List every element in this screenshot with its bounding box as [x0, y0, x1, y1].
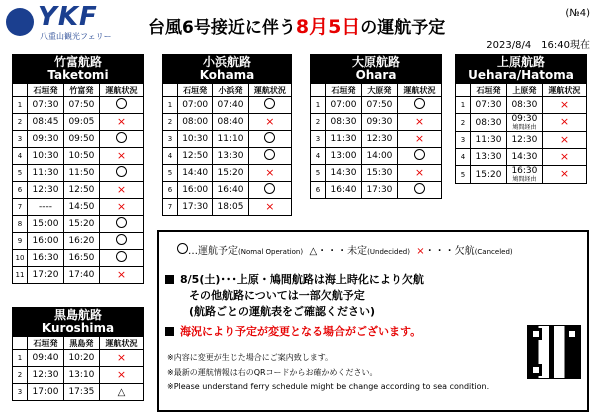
departure-return: 10:20 [63, 350, 99, 367]
departure-return: 10:50 [63, 148, 99, 165]
departure-ishigaki: 09:40 [28, 350, 64, 367]
table-row [13, 131, 144, 148]
operation-status [99, 367, 143, 384]
departure-ishigaki: 13:00 [326, 148, 362, 165]
departure-ishigaki: 17:00 [28, 384, 64, 401]
row-number: 6 [13, 182, 28, 199]
column-header-row [311, 84, 442, 97]
departure-ishigaki: 08:45 [28, 114, 64, 131]
departure-ishigaki: 14:30 [326, 165, 362, 182]
row-number: 2 [163, 114, 178, 131]
via-note: 鳩間経由 [512, 124, 537, 131]
row-number: 3 [311, 131, 326, 148]
route-title: 大原航路 Ohara [311, 55, 442, 84]
departure-return: 08:40 [213, 114, 248, 131]
table-row [13, 250, 144, 267]
operation-status [99, 199, 143, 216]
operation-status [99, 131, 143, 148]
departure-return: 07:50 [361, 97, 397, 114]
departure-return: 09:30 [361, 114, 397, 131]
circle-icon [414, 98, 425, 109]
footnote-3: ※Please understand ferry schedule might be change according to sea condition. [167, 382, 490, 391]
departure-ishigaki: 11:30 [471, 132, 507, 149]
table-row [13, 199, 144, 216]
table-row [13, 367, 144, 384]
departure-ishigaki: 12:30 [28, 182, 64, 199]
departure-ishigaki: 08:30 [326, 114, 362, 131]
kohama-route-table [162, 54, 292, 216]
column-header-row [163, 84, 292, 97]
departure-return: 11:10 [213, 131, 248, 148]
table-row [163, 165, 292, 182]
ohara-route-table [310, 54, 442, 199]
circle-icon [116, 251, 127, 262]
table-row [311, 148, 442, 165]
operation-status [99, 182, 143, 199]
column-header: 大原発 [361, 84, 397, 97]
departure-ishigaki: 07:30 [28, 97, 64, 114]
departure-return: 18:05 [213, 199, 248, 216]
departure-return: 09:50 [63, 131, 99, 148]
departure-return: 13:10 [63, 367, 99, 384]
table-row [13, 165, 144, 182]
operation-status [542, 97, 586, 114]
departure-return: 12:50 [63, 182, 99, 199]
row-number: 11 [13, 267, 28, 284]
notice-line-3: (航路ごとの運航表をご確認ください) [189, 305, 376, 318]
triangle-icon: △ [117, 386, 126, 398]
operation-status [99, 384, 143, 401]
operation-status [99, 267, 143, 284]
table-row [163, 148, 292, 165]
cross-icon: × [116, 267, 127, 281]
operation-status [99, 250, 143, 267]
row-number: 4 [456, 149, 471, 166]
table-row [13, 350, 144, 367]
departure-return: 14:30 [506, 149, 542, 166]
row-number: 3 [456, 132, 471, 149]
departure-return: 09:30 鳩間経由 [506, 114, 542, 132]
taketomi-route-table [12, 54, 144, 284]
column-header: 運航状況 [99, 84, 143, 97]
column-header: 石垣発 [471, 84, 507, 97]
departure-ishigaki: 11:30 [28, 165, 64, 182]
table-row [13, 148, 144, 165]
column-header: 上原発 [506, 84, 542, 97]
table-row [13, 267, 144, 284]
circle-icon [264, 132, 275, 143]
departure-ishigaki: 07:00 [326, 97, 362, 114]
departure-ishigaki: 12:30 [28, 367, 64, 384]
departure-return: 17:35 [63, 384, 99, 401]
row-number: 4 [311, 148, 326, 165]
operation-status [397, 182, 441, 199]
departure-return: 11:50 [63, 165, 99, 182]
notice-warning: 海況により予定が変更となる場合がございます。 [165, 323, 421, 339]
departure-return: 16:50 [63, 250, 99, 267]
row-number: 9 [13, 233, 28, 250]
company-logo [2, 4, 122, 44]
departure-ishigaki: 10:30 [28, 148, 64, 165]
table-row [163, 199, 292, 216]
departure-return: 15:20 [213, 165, 248, 182]
operation-status [397, 165, 441, 182]
row-number: 5 [456, 166, 471, 184]
departure-ishigaki: 16:00 [28, 233, 64, 250]
departure-return: 16:40 [213, 182, 248, 199]
table-row [13, 114, 144, 131]
departure-return: 14:50 [63, 199, 99, 216]
row-number: 8 [13, 216, 28, 233]
notice-box [157, 230, 589, 412]
row-number: 4 [163, 148, 178, 165]
cross-icon: × [414, 114, 425, 128]
table-row [311, 182, 442, 199]
cross-icon: × [559, 97, 570, 111]
departure-ishigaki: 13:30 [471, 149, 507, 166]
departure-return: 17:40 [63, 267, 99, 284]
table-row [13, 216, 144, 233]
operation-status [397, 114, 441, 131]
operation-status [397, 97, 441, 114]
via-note: 鳩間経由 [512, 176, 537, 183]
cross-icon: × [116, 367, 127, 381]
departure-return: 12:30 [361, 131, 397, 148]
notice-number: (№4) [565, 8, 590, 19]
row-number: 3 [13, 131, 28, 148]
circle-icon [177, 243, 188, 254]
departure-ishigaki: 15:00 [28, 216, 64, 233]
footnote-1: ※内容に変更が生じた場合にご案内致します。 [167, 353, 334, 362]
row-number: 3 [13, 384, 28, 401]
route-title: 上原航路 Uehara/Hatoma [456, 55, 587, 84]
column-header: 石垣発 [178, 84, 213, 97]
departure-return: 08:30 [506, 97, 542, 114]
departure-ishigaki: 14:40 [178, 165, 213, 182]
departure-ishigaki: 15:20 [471, 166, 507, 184]
row-number: 4 [13, 148, 28, 165]
notice-line-2: その他航路については一部欠航予定 [189, 289, 365, 302]
operation-status [99, 233, 143, 250]
table-row [163, 182, 292, 199]
row-number: 7 [13, 199, 28, 216]
row-number: 10 [13, 250, 28, 267]
departure-return: 16:30 鳩間経由 [506, 166, 542, 184]
table-row [311, 165, 442, 182]
departure-ishigaki: 10:30 [178, 131, 213, 148]
column-header: 運航状況 [248, 84, 291, 97]
row-number: 6 [163, 182, 178, 199]
table-row [13, 384, 144, 401]
qr-code[interactable] [527, 325, 581, 379]
table-row [13, 233, 144, 250]
departure-return: 16:20 [63, 233, 99, 250]
departure-return: 07:40 [213, 97, 248, 114]
departure-ishigaki: 08:30 [471, 114, 507, 132]
cross-icon: × [116, 199, 127, 213]
uehara-route-table [455, 54, 587, 184]
row-number: 1 [163, 97, 178, 114]
operation-status [99, 165, 143, 182]
row-number: 2 [456, 114, 471, 132]
departure-ishigaki: 09:30 [28, 131, 64, 148]
column-header-row [456, 84, 587, 97]
logo-subtitle: 八重山観光フェリー [40, 32, 112, 41]
cross-icon: × [116, 182, 127, 196]
row-number: 5 [163, 165, 178, 182]
circle-icon [264, 149, 275, 160]
triangle-icon: △ [309, 246, 318, 257]
page-title: 台風6号接近に伴う8月5日の運航予定 [148, 16, 446, 38]
circle-icon [264, 98, 275, 109]
cross-icon: × [414, 165, 425, 179]
table-row [311, 131, 442, 148]
logo-text: YKF [38, 2, 98, 32]
circle-icon [116, 132, 127, 143]
operation-status [248, 148, 291, 165]
operation-status [542, 166, 586, 184]
table-row [456, 132, 587, 149]
cross-icon: × [559, 149, 570, 163]
column-header: 小浜発 [213, 84, 248, 97]
operation-status [99, 216, 143, 233]
operation-status [99, 114, 143, 131]
operation-status [542, 132, 586, 149]
column-header-row [13, 84, 144, 97]
route-title: 竹富航路 Taketomi [13, 55, 144, 84]
column-header-row [13, 337, 144, 350]
departure-ishigaki: 16:00 [178, 182, 213, 199]
cross-icon: × [116, 114, 127, 128]
departure-ishigaki: 17:30 [178, 199, 213, 216]
operation-status [248, 165, 291, 182]
operation-status [248, 199, 291, 216]
operation-status [248, 131, 291, 148]
updated-timestamp: 2023/8/4 16:40現在 [486, 40, 590, 51]
operation-status [542, 114, 586, 132]
operation-status [99, 97, 143, 114]
departure-ishigaki: 16:30 [28, 250, 64, 267]
kuroshima-route-table [12, 307, 144, 401]
operation-status [99, 148, 143, 165]
departure-return: 07:50 [63, 97, 99, 114]
table-row [456, 166, 587, 184]
operation-status [248, 182, 291, 199]
operation-status [397, 131, 441, 148]
departure-return: 15:20 [63, 216, 99, 233]
circle-icon [116, 234, 127, 245]
row-number: 1 [13, 350, 28, 367]
operation-status [248, 114, 291, 131]
departure-return: 09:05 [63, 114, 99, 131]
cross-icon: × [116, 148, 127, 162]
notice-line-1: 8/5(土)･･･上原・鳩間航路は海上時化により欠航 [165, 272, 424, 287]
circle-icon [116, 166, 127, 177]
table-row [163, 114, 292, 131]
row-number: 1 [456, 97, 471, 114]
departure-ishigaki: 07:00 [178, 97, 213, 114]
table-row [163, 131, 292, 148]
departure-return: 15:30 [361, 165, 397, 182]
departure-return: 17:30 [361, 182, 397, 199]
departure-ishigaki: 07:30 [471, 97, 507, 114]
operation-status [542, 149, 586, 166]
departure-ishigaki: 11:30 [326, 131, 362, 148]
circle-icon [414, 183, 425, 194]
operation-status [397, 148, 441, 165]
table-row [456, 97, 587, 114]
column-header: 石垣発 [28, 84, 64, 97]
cross-icon: × [265, 165, 275, 179]
departure-ishigaki: ---- [28, 199, 64, 216]
column-header: 運航状況 [99, 337, 143, 350]
column-header: 石垣発 [28, 337, 64, 350]
route-title: 小浜航路 Kohama [163, 55, 292, 84]
logo-mark [6, 8, 34, 36]
column-header: 運航状況 [542, 84, 586, 97]
cross-icon: × [414, 131, 425, 145]
departure-ishigaki: 17:20 [28, 267, 64, 284]
column-header: 石垣発 [326, 84, 362, 97]
cross-icon: × [265, 199, 275, 213]
footnote-2: ※最新の運航情報は右のQRコードからお確かめください。 [167, 368, 378, 377]
row-number: 6 [311, 182, 326, 199]
legend: …運航予定(Nomal Operation) △・・・未定(Undecided) ×・・・欠航(Canceled) [177, 242, 513, 257]
departure-return: 13:30 [213, 148, 248, 165]
circle-icon [116, 217, 127, 228]
row-number: 1 [13, 97, 28, 114]
departure-ishigaki: 08:00 [178, 114, 213, 131]
table-row [163, 97, 292, 114]
departure-ishigaki: 16:40 [326, 182, 362, 199]
table-row [456, 114, 587, 132]
row-number: 2 [13, 114, 28, 131]
row-number: 7 [163, 199, 178, 216]
table-row [456, 149, 587, 166]
row-number: 2 [13, 367, 28, 384]
row-number: 5 [311, 165, 326, 182]
table-row [311, 97, 442, 114]
departure-return: 14:00 [361, 148, 397, 165]
operation-status [248, 97, 291, 114]
table-row [311, 114, 442, 131]
row-number: 5 [13, 165, 28, 182]
column-header: 黒島発 [63, 337, 99, 350]
circle-icon [414, 149, 425, 160]
cross-icon: × [416, 246, 425, 257]
departure-ishigaki: 12:50 [178, 148, 213, 165]
cross-icon: × [265, 114, 275, 128]
circle-icon [264, 183, 275, 194]
cross-icon: × [559, 115, 570, 128]
column-header: 運航状況 [397, 84, 441, 97]
row-number: 2 [311, 114, 326, 131]
cross-icon: × [559, 132, 570, 146]
table-row [13, 97, 144, 114]
circle-icon [116, 98, 127, 109]
route-title: 黒島航路 Kuroshima [13, 308, 144, 337]
row-number: 1 [311, 97, 326, 114]
row-number: 3 [163, 131, 178, 148]
cross-icon: × [559, 167, 570, 180]
operation-status [99, 350, 143, 367]
column-header: 竹富発 [63, 84, 99, 97]
table-row [13, 182, 144, 199]
cross-icon: × [116, 350, 127, 364]
departure-return: 12:30 [506, 132, 542, 149]
